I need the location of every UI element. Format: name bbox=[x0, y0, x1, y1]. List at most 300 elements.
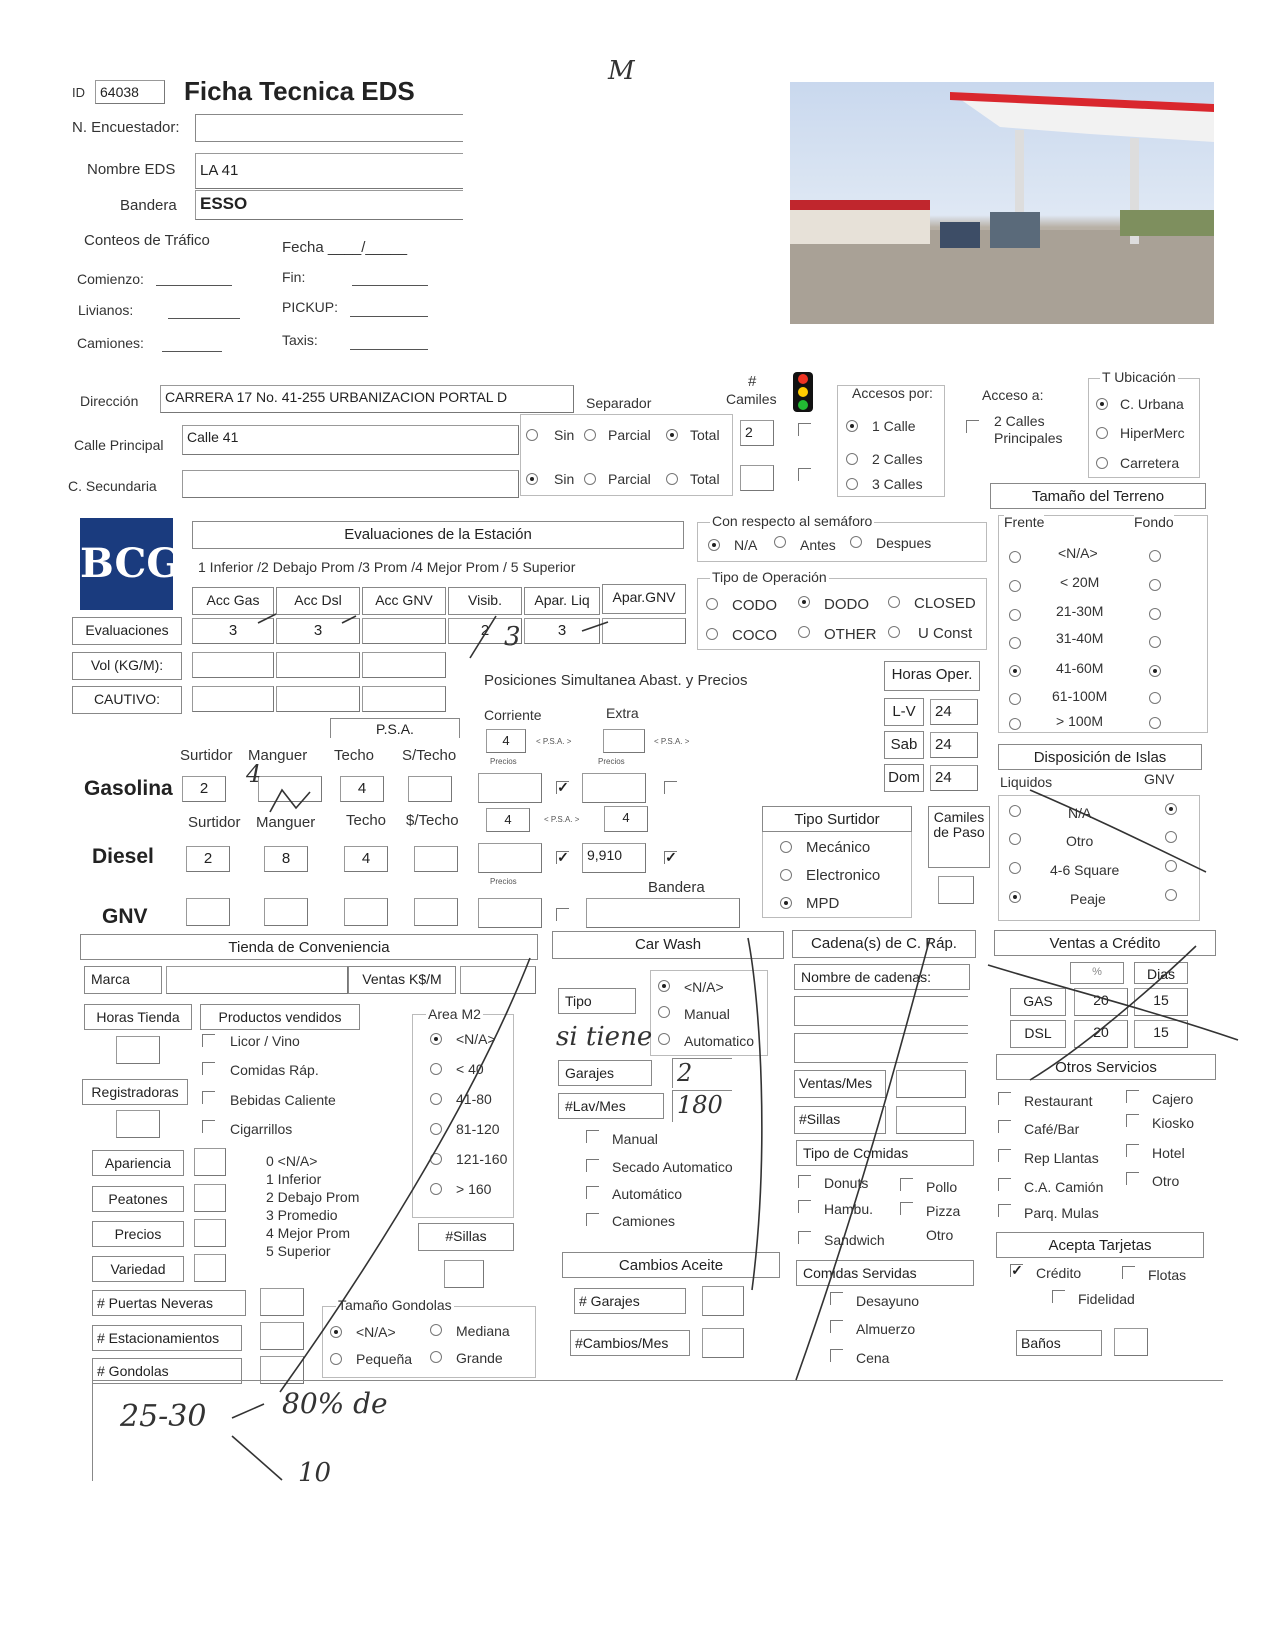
sep1-sin-radio[interactable] bbox=[526, 429, 538, 441]
variedad-field[interactable] bbox=[194, 1254, 226, 1282]
note-range: 25-30 bbox=[120, 1399, 207, 1434]
ubic-hipermerc-radio[interactable] bbox=[1096, 427, 1108, 439]
prod-cigarrillos-check[interactable] bbox=[202, 1120, 215, 1133]
tipo-pizza-check[interactable] bbox=[900, 1202, 913, 1215]
sep2-parcial-label: Parcial bbox=[608, 471, 651, 487]
sep1-parcial-radio[interactable] bbox=[584, 429, 596, 441]
prod-licor-label: Licor / Vino bbox=[230, 1033, 300, 1049]
precios-field[interactable] bbox=[194, 1219, 226, 1247]
otros-otro-check[interactable] bbox=[1126, 1172, 1139, 1185]
ubic-urbana-label: C. Urbana bbox=[1120, 396, 1184, 412]
tienda-sillas-field[interactable] bbox=[444, 1260, 484, 1288]
ubic-carretera-label: Carretera bbox=[1120, 455, 1180, 471]
calle-label: Calle Principal bbox=[74, 437, 164, 453]
camiles-paso-label: Camiles de Paso bbox=[928, 806, 990, 868]
fondo-61-100-radio[interactable] bbox=[1149, 692, 1161, 704]
islas-gnv-square-radio[interactable] bbox=[1165, 860, 1177, 872]
gas-precios-label-2: Precios bbox=[598, 757, 625, 766]
eval-apar-gnv[interactable] bbox=[602, 618, 686, 644]
handwritten-mark: M bbox=[608, 56, 635, 86]
bandera-pos-label: Bandera bbox=[648, 879, 705, 896]
acceso-3calles-label: 3 Calles bbox=[872, 476, 923, 492]
frente-31-40-radio[interactable] bbox=[1009, 637, 1021, 649]
apariencia-label: Apariencia bbox=[92, 1150, 184, 1176]
gnv-check[interactable] bbox=[556, 908, 569, 921]
eval-acc-gnv[interactable] bbox=[362, 618, 446, 644]
cw-camiones-check[interactable] bbox=[586, 1213, 599, 1226]
aceite-garajes-field[interactable] bbox=[702, 1286, 744, 1316]
fondo-31-40-radio[interactable] bbox=[1149, 636, 1161, 648]
cadenas-ventas-label: Ventas/Mes bbox=[794, 1070, 886, 1098]
gas-stecho-field[interactable] bbox=[408, 776, 452, 802]
sep1-total-label: Total bbox=[690, 427, 720, 443]
pickup-line[interactable] bbox=[350, 315, 428, 317]
gas-corriente-precio[interactable] bbox=[478, 773, 542, 803]
eval-apar-liq[interactable]: 3 bbox=[524, 618, 600, 644]
islas-gnv-peaje-radio[interactable] bbox=[1165, 889, 1177, 901]
registradoras-label: Registradoras bbox=[82, 1079, 188, 1105]
livianos-line[interactable] bbox=[168, 317, 240, 319]
gnv-techo-field[interactable] bbox=[344, 898, 388, 926]
aceite-header: Cambios Aceite bbox=[562, 1252, 780, 1278]
eval-acc-gas[interactable]: 3 bbox=[192, 618, 274, 644]
fin-label: Fin: bbox=[282, 269, 306, 285]
area-na-radio[interactable] bbox=[430, 1033, 442, 1045]
bcg-logo: BCG bbox=[80, 518, 173, 610]
cadenas-ventas-field[interactable] bbox=[896, 1070, 966, 1098]
notes-area[interactable] bbox=[92, 1380, 1223, 1481]
tipo-sandwich-label: Sandwich bbox=[824, 1232, 885, 1248]
cadenas-nombre-field-1[interactable] bbox=[794, 996, 968, 1026]
islas-peaje-label: Peaje bbox=[1070, 891, 1106, 907]
scale-1: 1 Inferior bbox=[266, 1171, 322, 1187]
productos-label: Productos vendidos bbox=[200, 1004, 360, 1030]
gondolas-label: # Gondolas bbox=[92, 1358, 242, 1384]
horas-dom-label: Dom bbox=[884, 764, 924, 792]
otros-header: Otros Servicios bbox=[996, 1054, 1216, 1080]
otros-restaurant-label: Restaurant bbox=[1024, 1093, 1093, 1109]
vol-acc-gas[interactable] bbox=[192, 652, 274, 678]
taxis-line[interactable] bbox=[350, 348, 428, 350]
gas-extra-field[interactable] bbox=[603, 729, 645, 753]
neveras-field[interactable] bbox=[260, 1288, 304, 1316]
dsl-extra-precio[interactable]: 9,910 bbox=[582, 843, 646, 873]
cautivo-acc-dsl[interactable] bbox=[276, 686, 360, 712]
op-uconst-label: U Const bbox=[918, 625, 973, 642]
registradoras-field[interactable] bbox=[116, 1110, 160, 1138]
gnv-label: GNV bbox=[102, 905, 148, 928]
otros-camion-check[interactable] bbox=[998, 1178, 1011, 1191]
prod-comidas-check[interactable] bbox=[202, 1062, 215, 1075]
otros-cafe-check[interactable] bbox=[998, 1120, 1011, 1133]
gas-surtidor-label: Surtidor bbox=[180, 747, 233, 764]
gnv-manguer-field[interactable] bbox=[264, 898, 308, 926]
semaforo-despues-label: Despues bbox=[876, 535, 932, 551]
otros-restaurant-check[interactable] bbox=[998, 1092, 1011, 1105]
acceso-2calles-radio[interactable] bbox=[846, 453, 858, 465]
sep1-total-radio[interactable] bbox=[666, 429, 678, 441]
tipo-donuts-check[interactable] bbox=[798, 1175, 811, 1188]
vol-acc-dsl[interactable] bbox=[276, 652, 360, 678]
marca-field[interactable] bbox=[166, 966, 348, 994]
sep1-sin-label: Sin bbox=[554, 427, 575, 443]
op-uconst-radio[interactable] bbox=[888, 626, 900, 638]
camiones-label: Camiones: bbox=[77, 335, 144, 351]
surtidor-electronico-radio[interactable] bbox=[780, 869, 792, 881]
prod-bebidas-check[interactable] bbox=[202, 1091, 215, 1104]
op-dodo-radio[interactable] bbox=[798, 596, 810, 608]
sep2-parcial-radio[interactable] bbox=[584, 473, 596, 485]
surtidor-mpd-label: MPD bbox=[806, 895, 840, 912]
servidas-desayuno-check[interactable] bbox=[830, 1292, 843, 1305]
id-label: ID bbox=[72, 85, 85, 100]
gondolas-size-title: Tamaño Gondolas bbox=[338, 1297, 452, 1313]
encuestador-label: N. Encuestador: bbox=[72, 119, 180, 136]
dsl-extra-field[interactable]: 4 bbox=[604, 806, 648, 832]
gas-techo-label: Techo bbox=[334, 747, 375, 764]
horas-lv-field[interactable]: 24 bbox=[930, 699, 978, 725]
posiciones-title: Posiciones Simultanea Abast. y Precios bbox=[484, 672, 748, 689]
carwash-manual-radio[interactable] bbox=[658, 1006, 670, 1018]
semaforo-title: Con respecto al semáforo bbox=[712, 513, 873, 529]
corriente-label: Corriente bbox=[484, 707, 542, 723]
acceso-a-label: Acceso a: bbox=[982, 387, 1044, 403]
cw-manual-check[interactable] bbox=[586, 1130, 599, 1143]
tipo-sandwich-check[interactable] bbox=[798, 1231, 811, 1244]
carwash-na-label: <N/A> bbox=[684, 979, 724, 995]
ubic-carretera-radio[interactable] bbox=[1096, 457, 1108, 469]
islas-gnv-otro-radio[interactable] bbox=[1165, 831, 1177, 843]
eval-scale: 1 Inferior /2 Debajo Prom /3 Prom /4 Mejor Prom / 5 Superior bbox=[198, 559, 576, 575]
surtidor-mpd-radio[interactable] bbox=[780, 897, 792, 909]
otros-mulas-check[interactable] bbox=[998, 1204, 1011, 1217]
calle-field[interactable]: Calle 41 bbox=[182, 425, 519, 455]
islas-otro-label: Otro bbox=[1066, 833, 1094, 849]
gas-techo-field[interactable]: 4 bbox=[340, 776, 384, 802]
tipo-hambu-check[interactable] bbox=[798, 1200, 811, 1213]
ubicacion-title: T Ubicación bbox=[1102, 369, 1176, 385]
prod-comidas-label: Comidas Ráp. bbox=[230, 1062, 319, 1078]
secundaria-label: C. Secundaria bbox=[68, 478, 157, 494]
taxis-label: Taxis: bbox=[282, 332, 318, 348]
acceso-2calles-label: 2 Calles bbox=[872, 451, 923, 467]
dsl-manguer-label: Manguer bbox=[256, 814, 316, 831]
col-visib: Visib. bbox=[448, 587, 522, 615]
tarjeta-credito-check[interactable]: ✓ bbox=[1011, 1262, 1023, 1278]
gondolas-pequena-radio[interactable] bbox=[330, 1353, 342, 1365]
dsl-precios-label: Precios bbox=[490, 877, 517, 886]
gas-corriente-check[interactable]: ✓ bbox=[557, 779, 569, 795]
fondo-21-30-radio[interactable] bbox=[1149, 608, 1161, 620]
cw-camiones-label: Camiones bbox=[612, 1213, 676, 1229]
fin-line[interactable] bbox=[352, 284, 428, 286]
semaforo-despues-radio[interactable] bbox=[850, 536, 862, 548]
cautivo-acc-gas[interactable] bbox=[192, 686, 274, 712]
cadenas-tipo-label: Tipo de Comidas bbox=[796, 1140, 974, 1166]
note-pct: 80% de bbox=[282, 1387, 388, 1420]
estacionamientos-label: # Estacionamientos bbox=[92, 1325, 242, 1351]
dsl-techo-label: Techo bbox=[346, 812, 387, 829]
sep2-sin-label: Sin bbox=[554, 471, 575, 487]
prod-licor-check[interactable] bbox=[202, 1034, 215, 1047]
area-160-radio[interactable] bbox=[430, 1183, 442, 1195]
id-field[interactable]: 64038 bbox=[95, 80, 165, 104]
eval-acc-dsl[interactable]: 3 bbox=[276, 618, 360, 644]
col-apar-liq: Apar. Liq bbox=[524, 587, 600, 615]
aceite-cambios-label: #Cambios/Mes bbox=[570, 1330, 690, 1356]
carwash-auto-radio[interactable] bbox=[658, 1033, 670, 1045]
islas-liq-na-radio[interactable] bbox=[1009, 805, 1021, 817]
dsl-stecho-field[interactable] bbox=[414, 846, 458, 872]
frente-20-radio[interactable] bbox=[1009, 580, 1021, 592]
otros-hotel-label: Hotel bbox=[1152, 1145, 1185, 1161]
gas-corriente-field[interactable]: 4 bbox=[486, 729, 526, 753]
form-title: Ficha Tecnica EDS bbox=[184, 76, 415, 106]
acceso-a-checkbox[interactable] bbox=[966, 420, 979, 433]
operacion-title: Tipo de Operación bbox=[712, 569, 827, 585]
row-cautivo: CAUTIVO: bbox=[72, 686, 182, 714]
tipo-pizza-label: Pizza bbox=[926, 1203, 961, 1219]
frente-21-30-radio[interactable] bbox=[1009, 609, 1021, 621]
cadenas-sillas-label: #Sillas bbox=[794, 1106, 886, 1134]
dsl-corriente-check[interactable]: ✓ bbox=[557, 849, 569, 865]
gondolas-mediana-radio[interactable] bbox=[430, 1324, 442, 1336]
fondo-41-60-radio[interactable] bbox=[1149, 665, 1161, 677]
diesel-label: Diesel bbox=[92, 845, 154, 868]
tienda-header: Tienda de Conveniencia bbox=[80, 934, 538, 960]
islas-na-label: N/A bbox=[1068, 805, 1092, 821]
tarjeta-flotas-check[interactable] bbox=[1122, 1266, 1135, 1279]
peatones-label: Peatones bbox=[92, 1186, 184, 1212]
area-81-120-radio[interactable] bbox=[430, 1123, 442, 1135]
sep2-total-label: Total bbox=[690, 471, 720, 487]
acceso-3calles-radio[interactable] bbox=[846, 478, 858, 490]
credito-dsl-pct[interactable]: 20 bbox=[1074, 1020, 1128, 1048]
evaluaciones-header: Evaluaciones de la Estación bbox=[192, 521, 684, 549]
col-acc-gnv: Acc GNV bbox=[362, 587, 446, 615]
frente-41-60-radio[interactable] bbox=[1009, 665, 1021, 677]
servidas-almuerzo-check[interactable] bbox=[830, 1320, 843, 1333]
sep2-sin-radio[interactable] bbox=[526, 473, 538, 485]
fondo-100-radio[interactable] bbox=[1149, 717, 1161, 729]
credito-gas-pct[interactable]: 20 bbox=[1074, 988, 1128, 1016]
gnv-surtidor-field[interactable] bbox=[186, 898, 230, 926]
credito-pct-label: % bbox=[1070, 962, 1124, 984]
islas-liq-peaje-radio[interactable] bbox=[1009, 891, 1021, 903]
camiles-paso-field[interactable] bbox=[938, 876, 974, 904]
nombre-field[interactable]: LA 41 bbox=[195, 153, 463, 189]
gondolas-na-radio[interactable] bbox=[330, 1326, 342, 1338]
area-41-80-radio[interactable] bbox=[430, 1093, 442, 1105]
cw-secado-check[interactable] bbox=[586, 1159, 599, 1172]
bandera-label: Bandera bbox=[120, 197, 177, 214]
surtidor-mecanico-radio[interactable] bbox=[780, 841, 792, 853]
fondo-20-radio[interactable] bbox=[1149, 579, 1161, 591]
area-41-80-label: 41-80 bbox=[456, 1091, 492, 1107]
comienzo-line[interactable] bbox=[156, 284, 232, 286]
acceso-1calle-radio[interactable] bbox=[846, 420, 858, 432]
islas-gnv-label: GNV bbox=[1144, 771, 1175, 787]
horas-sab-field[interactable]: 24 bbox=[930, 732, 978, 758]
sep2-total-radio[interactable] bbox=[666, 473, 678, 485]
frente-100-radio[interactable] bbox=[1009, 718, 1021, 730]
eval-visib[interactable]: 2 bbox=[448, 618, 522, 644]
otros-hotel-check[interactable] bbox=[1126, 1144, 1139, 1157]
sep2-checkbox[interactable] bbox=[798, 468, 811, 481]
semaforo-antes-radio[interactable] bbox=[774, 536, 786, 548]
otros-cajero-label: Cajero bbox=[1152, 1091, 1194, 1107]
cautivo-acc-gnv[interactable] bbox=[362, 686, 446, 712]
carwash-lav-field[interactable]: 180 bbox=[672, 1090, 732, 1122]
credito-dsl-dias[interactable]: 15 bbox=[1134, 1020, 1188, 1048]
vol-acc-gnv[interactable] bbox=[362, 652, 446, 678]
area-40-radio[interactable] bbox=[430, 1063, 442, 1075]
carwash-na-radio[interactable] bbox=[658, 980, 670, 992]
col-apar-gnv: Apar.GNV bbox=[602, 584, 686, 614]
semaforo-na-radio[interactable] bbox=[708, 539, 720, 551]
otros-kiosko-check[interactable] bbox=[1126, 1114, 1139, 1127]
gas-psa-arrow: < P.S.A. > bbox=[536, 737, 572, 746]
marca-label: Marca bbox=[84, 966, 162, 994]
area-160-label: > 160 bbox=[456, 1181, 492, 1197]
frente-61-100-radio[interactable] bbox=[1009, 693, 1021, 705]
tarjeta-fidelidad-label: Fidelidad bbox=[1078, 1291, 1135, 1307]
apariencia-field[interactable] bbox=[194, 1148, 226, 1176]
cw-auto-check[interactable] bbox=[586, 1186, 599, 1199]
otros-llantas-check[interactable] bbox=[998, 1149, 1011, 1162]
area-121-160-label: 121-160 bbox=[456, 1151, 508, 1167]
ventas-ks-label: Ventas K$/M bbox=[348, 966, 456, 994]
semaforo-antes-label: Antes bbox=[800, 537, 836, 553]
credito-gas-dias[interactable]: 15 bbox=[1134, 988, 1188, 1016]
islas-gnv-na-radio[interactable] bbox=[1165, 803, 1177, 815]
encuestador-field[interactable] bbox=[195, 114, 463, 142]
op-codo-radio[interactable] bbox=[706, 598, 718, 610]
gnv-stecho-field[interactable] bbox=[414, 898, 458, 926]
tipo-otro-label: Otro bbox=[926, 1227, 954, 1243]
cw-secado-label: Secado Automatico bbox=[612, 1159, 733, 1175]
tipo-donuts-label: Donuts bbox=[824, 1175, 869, 1191]
pickup-label: PICKUP: bbox=[282, 299, 339, 315]
gas-manguer-label: Manguer bbox=[248, 747, 308, 764]
traffic-light-icon bbox=[788, 372, 818, 412]
gondolas-size-group bbox=[322, 1306, 536, 1378]
op-other-label: OTHER bbox=[824, 626, 877, 643]
cadenas-nombre-label: Nombre de cadenas: bbox=[794, 964, 970, 990]
banos-field[interactable] bbox=[1114, 1328, 1148, 1356]
gondolas-grande-radio[interactable] bbox=[430, 1351, 442, 1363]
size-41-60-label: 41-60M bbox=[1056, 660, 1104, 676]
otros-cafe-label: Café/Bar bbox=[1024, 1121, 1080, 1137]
camiles-field-2[interactable] bbox=[740, 465, 774, 491]
dsl-corriente-precio[interactable] bbox=[478, 843, 542, 873]
op-other-radio[interactable] bbox=[798, 626, 810, 638]
gas-extra-precio[interactable] bbox=[582, 773, 646, 803]
cadenas-header: Cadena(s) de C. Ráp. bbox=[792, 930, 976, 958]
camiles-field-1[interactable]: 2 bbox=[740, 420, 774, 446]
gas-manguer-field[interactable] bbox=[258, 776, 322, 802]
gnv-precio[interactable] bbox=[478, 898, 542, 928]
tarjeta-credito-label: Crédito bbox=[1036, 1265, 1082, 1281]
aceite-cambios-field[interactable] bbox=[702, 1328, 744, 1358]
islas-square-label: 4-6 Square bbox=[1050, 862, 1120, 878]
fecha-label: Fecha ____/_____ bbox=[282, 239, 408, 256]
bandera-field[interactable]: ESSO bbox=[195, 190, 463, 220]
op-coco-radio[interactable] bbox=[706, 628, 718, 640]
sep1-checkbox[interactable] bbox=[798, 423, 811, 436]
estacionamientos-field[interactable] bbox=[260, 1322, 304, 1350]
col-acc-gas: Acc Gas bbox=[192, 587, 274, 615]
tarjeta-fidelidad-check[interactable] bbox=[1052, 1290, 1065, 1303]
bandera-pos-field[interactable] bbox=[586, 898, 740, 928]
ubic-urbana-radio[interactable] bbox=[1096, 398, 1108, 410]
op-coco-label: COCO bbox=[732, 627, 777, 644]
accesos-title: Accesos por: bbox=[852, 385, 933, 401]
dsl-techo-field[interactable]: 4 bbox=[344, 846, 388, 872]
camiones-line[interactable] bbox=[162, 350, 222, 352]
direccion-label: Dirección bbox=[80, 393, 139, 409]
op-codo-label: CODO bbox=[732, 597, 777, 614]
direccion-field[interactable]: CARRERA 17 No. 41-255 URBANIZACION PORTAL D bbox=[160, 385, 574, 413]
dsl-manguer-field[interactable]: 8 bbox=[264, 846, 308, 872]
tipo-pollo-check[interactable] bbox=[900, 1178, 913, 1191]
frente-na-radio[interactable] bbox=[1009, 551, 1021, 563]
servidas-cena-check[interactable] bbox=[830, 1349, 843, 1362]
carwash-hand-note: si tiene bbox=[556, 1022, 653, 1052]
eval-hand-3: 3 bbox=[504, 622, 521, 652]
carwash-garajes-field[interactable]: 2 bbox=[672, 1058, 732, 1088]
otros-cajero-check[interactable] bbox=[1126, 1090, 1139, 1103]
op-dodo-label: DODO bbox=[824, 596, 869, 613]
acceso-1calle-label: 1 Calle bbox=[872, 418, 916, 434]
tipo-hambu-label: Hambu. bbox=[824, 1201, 874, 1217]
op-closed-radio[interactable] bbox=[888, 596, 900, 608]
gas-precios-label: Precios bbox=[490, 757, 517, 766]
horas-tienda-label: Horas Tienda bbox=[84, 1004, 192, 1030]
peatones-field[interactable] bbox=[194, 1184, 226, 1212]
otros-otro-label: Otro bbox=[1152, 1173, 1180, 1189]
dsl-extra-check[interactable]: ✓ bbox=[665, 849, 677, 865]
horas-dom-field[interactable]: 24 bbox=[930, 765, 978, 791]
gas-surtidor-field[interactable]: 2 bbox=[182, 776, 226, 802]
size-100-label: > 100M bbox=[1056, 713, 1104, 729]
aceite-garajes-label: # Garajes bbox=[574, 1288, 686, 1314]
camiles-hash: # bbox=[748, 373, 757, 390]
terreno-header: Tamaño del Terreno bbox=[990, 483, 1206, 509]
psa-header: P.S.A. bbox=[330, 718, 460, 738]
islas-liq-square-radio[interactable] bbox=[1009, 862, 1021, 874]
servidas-label: Comidas Servidas bbox=[796, 1260, 974, 1286]
size-20-label: < 20M bbox=[1060, 574, 1100, 590]
secundaria-field[interactable] bbox=[182, 470, 519, 498]
gas-extra-check[interactable] bbox=[664, 781, 677, 794]
cw-manual-label: Manual bbox=[612, 1131, 658, 1147]
surtidor-mecanico-label: Mecánico bbox=[806, 839, 871, 856]
dsl-surtidor-field[interactable]: 2 bbox=[186, 846, 230, 872]
horas-tienda-field[interactable] bbox=[116, 1036, 160, 1064]
cadenas-nombre-field-2[interactable] bbox=[794, 1033, 968, 1063]
cadenas-sillas-field[interactable] bbox=[896, 1106, 966, 1134]
gondolas-pequena-label: Pequeña bbox=[356, 1351, 413, 1367]
fondo-na-radio[interactable] bbox=[1149, 550, 1161, 562]
islas-liq-otro-radio[interactable] bbox=[1009, 833, 1021, 845]
semaforo-na-label: N/A bbox=[734, 537, 758, 553]
camiles-label: Camiles bbox=[726, 391, 777, 407]
dsl-corriente-field[interactable]: 4 bbox=[486, 808, 530, 832]
area-121-160-radio[interactable] bbox=[430, 1153, 442, 1165]
station-photo bbox=[790, 82, 1214, 324]
ventas-ks-field[interactable] bbox=[460, 966, 536, 994]
